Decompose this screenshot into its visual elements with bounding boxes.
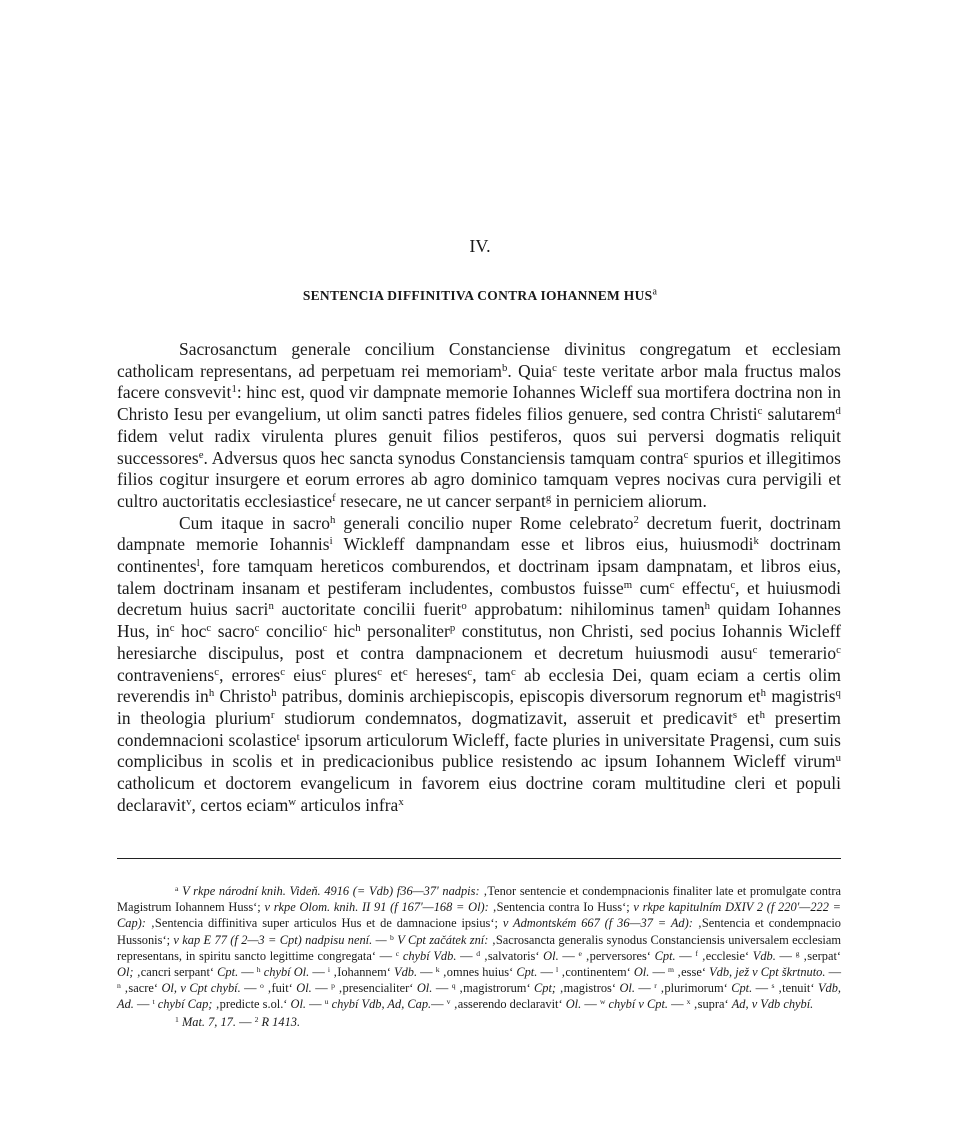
note-text: —: [432, 981, 452, 996]
text-run: magistris: [766, 686, 836, 707]
footnote-mark: p: [449, 622, 456, 635]
note-text: Cpt.: [217, 965, 239, 980]
footnote-mark: c: [552, 361, 557, 374]
note-text: —: [775, 948, 796, 963]
note-text: Cpt.: [731, 981, 753, 996]
text-run: et: [737, 707, 760, 728]
note-text: ‚Sacrosancta generalis synodus Constanciensis universalem ecclesiam representans, in spiritu sancto legittime congregata‘ —: [117, 932, 842, 963]
footnote-mark: h: [330, 513, 336, 526]
text-run: , certos eciam: [191, 794, 289, 815]
footnote-mark: h: [208, 687, 215, 700]
footnote-mark: 2: [633, 513, 639, 526]
text-run: decretum fuerit, doctrinam dampnate memorie Iohannis: [117, 512, 841, 555]
footnote-mark: e: [198, 448, 204, 461]
text-run: . Adversus quos hec sancta synodus Constanciensis tamquam contra: [203, 447, 684, 468]
note-mark: h: [256, 964, 261, 974]
text-run: , fore tamquam hereticos comburendos, et doctrinam ipsam dampnatam, et libros eius, talem doctrinam insanam et pestiferam includentes, combustos fuisse: [117, 556, 841, 598]
note-text: —: [311, 981, 332, 996]
footnote-mark: b: [501, 361, 508, 374]
note-text: ‚Tenor sentencie et condempnacionis finaliter late et promulgate contra Magistrum Iohannem Huss‘;: [117, 884, 841, 915]
note-mark: g: [795, 948, 800, 958]
footnote-mark: c: [206, 622, 212, 635]
note-mark: u: [324, 997, 329, 1007]
note-mark: s: [771, 981, 775, 990]
note-text: —: [558, 948, 579, 963]
note-text: Cpt.: [654, 948, 676, 963]
note-text: Mat. 7, 17.: [178, 1014, 236, 1029]
note-mark: k: [435, 964, 440, 974]
note-text: ‚esse‘: [673, 965, 710, 980]
note-text: —: [668, 997, 687, 1012]
text-run: auctoritate concilii fuerit: [273, 599, 462, 620]
critical-apparatus: [117, 883, 841, 1013]
footnote-mark: f: [332, 492, 336, 504]
footnote-mark: c: [836, 643, 841, 656]
note-text: ‚perversores‘: [581, 948, 655, 963]
main-text: [117, 339, 841, 816]
footnote-mark: v: [186, 795, 192, 808]
text-run: sacro: [211, 621, 255, 642]
text-run: articulos infra: [296, 794, 399, 815]
note-mark: w: [599, 997, 606, 1007]
note-text: chybí Vdb, Ad, Cap.: [328, 997, 432, 1012]
note-text: Cpt;: [534, 981, 557, 996]
note-text: ‚tenuit‘: [774, 981, 818, 996]
note-text: Vdb.: [394, 965, 418, 980]
footnote-mark: c: [511, 665, 516, 678]
note-mark: v: [446, 997, 451, 1007]
note-text: ‚Sentencia contra Io Huss‘;: [488, 900, 634, 915]
note-text: —: [581, 997, 600, 1012]
note-text: —: [238, 965, 257, 980]
note-text: chybí Vdb.: [399, 948, 457, 963]
footnote-mark: g: [545, 492, 552, 504]
note-text: v Admontském 667 (f 36—37 = Ad):: [502, 916, 693, 931]
text-run: spurios et illegitimos filios cogitur insurgere et eorum errores ab agro dominico tamquam vepres nocivas cura pervigili et cultro auctoritatis ecclesiastice: [117, 447, 841, 511]
text-run: , tam: [472, 664, 512, 685]
text-run: Wickleff dampnandam esse et libros eius, huiusmodi: [332, 534, 754, 555]
note-text: chybí Cap;: [154, 997, 213, 1012]
note-text: Ol, v Cpt chybí.: [161, 981, 241, 996]
note-text: ‚sacre‘: [120, 981, 162, 996]
footnote-mark: c: [322, 622, 328, 635]
note-mark: d: [476, 948, 481, 958]
note-text: Vdb, Ad.: [117, 981, 841, 1012]
text-run: generali concilio nuper Rome celebrato: [335, 512, 634, 533]
note-text: Ad, v Vdb chybí.: [731, 997, 814, 1012]
note-text: —: [649, 965, 668, 980]
note-text: ‚omnes huius‘: [439, 965, 517, 980]
text-run: in theologia plurium: [117, 707, 271, 728]
note-mark: e: [578, 948, 582, 958]
note-mark: c: [395, 948, 400, 958]
text-run: doctrinam continentes: [117, 534, 842, 577]
note-mark: n: [117, 981, 121, 990]
note-text: —: [456, 948, 477, 963]
note-text: Ol.: [296, 981, 312, 996]
text-run: Sacrosanctum generale concilium Constanciense divinitus congregatum et ecclesiam catholicam representans, ad perpetuam rei memoriam: [117, 339, 841, 381]
text-run: personaliter: [360, 621, 450, 642]
note-mark: o: [260, 981, 264, 990]
text-run: studiorum condemnatos, dogmatizavit, asseruit et predicavit: [274, 707, 733, 728]
note-text: Vdb.: [752, 948, 776, 963]
note-text: —: [133, 997, 153, 1012]
note-text: v rkpe Olom. knih. II 91 (f 167'—168 = Ol):: [264, 900, 489, 915]
note-text: ‚magistrorum‘: [455, 981, 535, 996]
note-mark: i: [327, 964, 330, 974]
footnotes: [117, 883, 841, 1030]
note-text: Ol.: [633, 965, 650, 980]
text-run: catholicum et doctorem evangelicum in favorem eius doctrine coram multitudine cleri et populi declaravit: [117, 773, 841, 815]
text-run: fidem velut radix virulenta plures genuit filios pestiferos, quos sui perversi dogmatis reliquit successores: [117, 425, 841, 468]
text-run: patribus, dominis archiepiscopis, episcopis diversorum regnorum et: [276, 686, 761, 707]
footnote-mark: c: [757, 405, 763, 418]
note-text: ‚asserendo declaravit‘: [450, 997, 566, 1012]
note-text: ‚salvatoris‘: [480, 948, 544, 963]
note-text: ‚magistros‘: [556, 981, 620, 996]
text-run: eius: [285, 664, 322, 685]
text-run: quidam Iohannes Hus, in: [117, 599, 841, 642]
footnote-mark: c: [377, 665, 383, 678]
footnote-mark: x: [398, 795, 404, 808]
note-text: v kap E 77 (f 2—3 = Cpt) nadpisu není. —: [173, 932, 390, 947]
note-text: —: [306, 997, 325, 1012]
note-mark: r: [654, 981, 657, 990]
note-text: V rkpe národní knih. Videň. 4916 (= Vdb) f36—37' nadpis:: [178, 884, 480, 898]
text-run: . Quia: [507, 360, 553, 381]
text-run: resecare, ne ut cancer serpant: [335, 490, 546, 511]
footnote-mark: c: [280, 665, 286, 678]
note-text: Ol.: [543, 948, 559, 963]
source-references: [117, 1014, 841, 1030]
text-run: hic: [327, 621, 356, 642]
text-run: effectu: [674, 577, 731, 598]
text-run: , errores: [219, 664, 281, 685]
note-text: —: [417, 965, 436, 980]
footnote-mark: h: [760, 687, 767, 700]
note-text: R 1413.: [258, 1014, 301, 1029]
footnote-mark: c: [402, 665, 408, 678]
text-run: ipsorum articulorum Wicleff, facte pluries in universitate Pragensi, cum suis complicibus in scolis et in predicacionibus publice resistendo ac ipsum Iohannem Wicleff virum: [117, 729, 841, 772]
note-text: ‚Sentencia et condempnacio Hussonis‘;: [117, 916, 841, 947]
footnote-mark: h: [355, 622, 361, 635]
text-run: hoc: [174, 621, 207, 642]
note-text: Ol.: [619, 981, 635, 996]
footnote-mark: s: [732, 709, 738, 722]
note-text: chybí Ol.: [260, 965, 310, 980]
footnote-mark: k: [753, 535, 759, 548]
text-run: constitutus, non Christi, sed pocius Iohannis Wicleff heresiarche discipulus, post et contra dampnacionem et decretum huiusmodi ausu: [117, 621, 841, 663]
note-mark: x: [686, 997, 691, 1007]
text-run: cum: [632, 577, 670, 598]
note-text: —: [634, 981, 655, 996]
note-text: Ol.: [290, 997, 307, 1012]
text-run: et: [382, 664, 403, 685]
note-mark: p: [331, 981, 335, 990]
note-text: v rkpe kapitulním DXIV 2 (f 220'—222 = Cap):: [117, 900, 841, 931]
footnote-mark: n: [268, 600, 274, 613]
footnote-mark: t: [296, 730, 300, 743]
note-text: ‚ecclesie‘: [697, 948, 753, 963]
footnote-mark: c: [321, 665, 327, 678]
footnote-mark: c: [214, 665, 220, 678]
footnote-mark: q: [835, 687, 841, 700]
note-text: —: [309, 965, 328, 980]
text-run: : hinc est, quod vir dampnate memorie Iohannes Wicleff sua mortifera doctrina non in Christo Iesu per evangelium, ut olim sancti patres fideles filios genuere, sed contra Christi: [117, 382, 842, 425]
note-mark: m: [667, 964, 674, 974]
note-text: chybí v Cpt.: [605, 997, 668, 1012]
note-mark: 1: [175, 1014, 179, 1024]
text-run: approbatum: nihilominus tamen: [466, 599, 705, 620]
footnote-mark: c: [169, 622, 175, 635]
note-text: ‚predicte s.ol.‘: [212, 997, 291, 1012]
paragraph-2: [117, 513, 841, 817]
note-text: ‚serpat‘: [799, 948, 842, 963]
text-run: , et huiusmodi decretum huius sacri: [117, 577, 841, 620]
footnote-mark: l: [196, 557, 200, 570]
footnote-divider: [117, 858, 841, 859]
document-title: [0, 288, 960, 304]
note-text: —: [431, 997, 447, 1012]
note-text: —: [752, 981, 772, 996]
note-text: ‚supra‘: [690, 997, 732, 1012]
footnote-mark: c: [752, 643, 758, 656]
paragraph-1: [117, 339, 841, 513]
footnote-mark: h: [704, 600, 711, 613]
footnote-mark: c: [254, 622, 260, 635]
note-mark: l: [555, 964, 559, 974]
note-text: ‚cancri serpant‘: [133, 965, 218, 980]
footnote-mark: c: [467, 665, 473, 678]
note-text: —: [235, 1014, 255, 1029]
note-text: ‚Sentencia diffinitiva super articulos Hus et de damnacione ipsius‘;: [145, 916, 503, 931]
note-text: ‚plurimorum‘: [656, 981, 732, 996]
footnote-mark: c: [683, 448, 689, 461]
note-text: V Cpt začátek zní:: [393, 932, 489, 947]
note-text: Cpt.: [516, 965, 538, 980]
text-run: temerario: [757, 642, 837, 663]
note-mark: 2: [254, 1014, 259, 1024]
footnote-mark: i: [329, 535, 333, 548]
footnote-mark: 1: [231, 383, 237, 396]
note-text: ‚continentem‘: [558, 965, 634, 980]
note-mark: t: [152, 997, 155, 1007]
note-text: ‚presencialiter‘: [334, 981, 417, 996]
footnote-mark: u: [835, 752, 841, 765]
footnote-mark: c: [730, 578, 736, 591]
text-run: concilio: [259, 621, 323, 642]
footnote-mark: c: [669, 578, 675, 591]
footnote-mark: m: [623, 578, 633, 591]
title-footnote-mark: a: [652, 286, 658, 298]
note-text: Ol;: [117, 965, 134, 980]
title-text: SENTENCIA DIFFINITIVA CONTRA IOHANNEM HUS: [302, 288, 653, 303]
text-run: in perniciem aliorum.: [551, 490, 707, 511]
note-text: Vdb, jež v Cpt škrtnuto.: [709, 965, 826, 980]
note-text: —: [537, 965, 556, 980]
footnote-mark: o: [461, 600, 467, 613]
note-mark: a: [175, 883, 179, 893]
footnote-mark: w: [288, 795, 297, 808]
footnote-mark: r: [270, 709, 275, 722]
note-text: —: [675, 948, 696, 963]
text-run: salutarem: [762, 404, 836, 425]
text-run: teste veritate arbor mala fructus malos facere consvevit: [117, 360, 841, 403]
note-mark: b: [390, 932, 394, 942]
note-text: —: [240, 981, 261, 996]
note-text: Ol.: [565, 997, 582, 1012]
text-run: plures: [326, 664, 378, 685]
note-mark: q: [451, 981, 456, 990]
note-text: ‚Iohannem‘: [329, 965, 394, 980]
footnote-mark: h: [271, 687, 277, 700]
footnote-mark: h: [759, 709, 766, 722]
text-run: Cum itaque in sacro: [179, 512, 330, 533]
text-run: presertim condemnacioni scolastice: [117, 707, 841, 750]
note-mark: f: [695, 948, 698, 958]
section-number: IV.: [469, 236, 491, 256]
note-text: ‚fuit‘: [263, 981, 297, 996]
text-run: Christo: [214, 686, 272, 707]
text-run: hereses: [407, 664, 468, 685]
footnote-mark: d: [835, 405, 841, 418]
note-text: Ol.: [416, 981, 433, 996]
text-run: contraveniens: [117, 664, 215, 685]
note-text: —: [825, 965, 841, 980]
text-run: ab ecclesia Dei, quam eciam a certis olim reverendis in: [117, 664, 841, 707]
